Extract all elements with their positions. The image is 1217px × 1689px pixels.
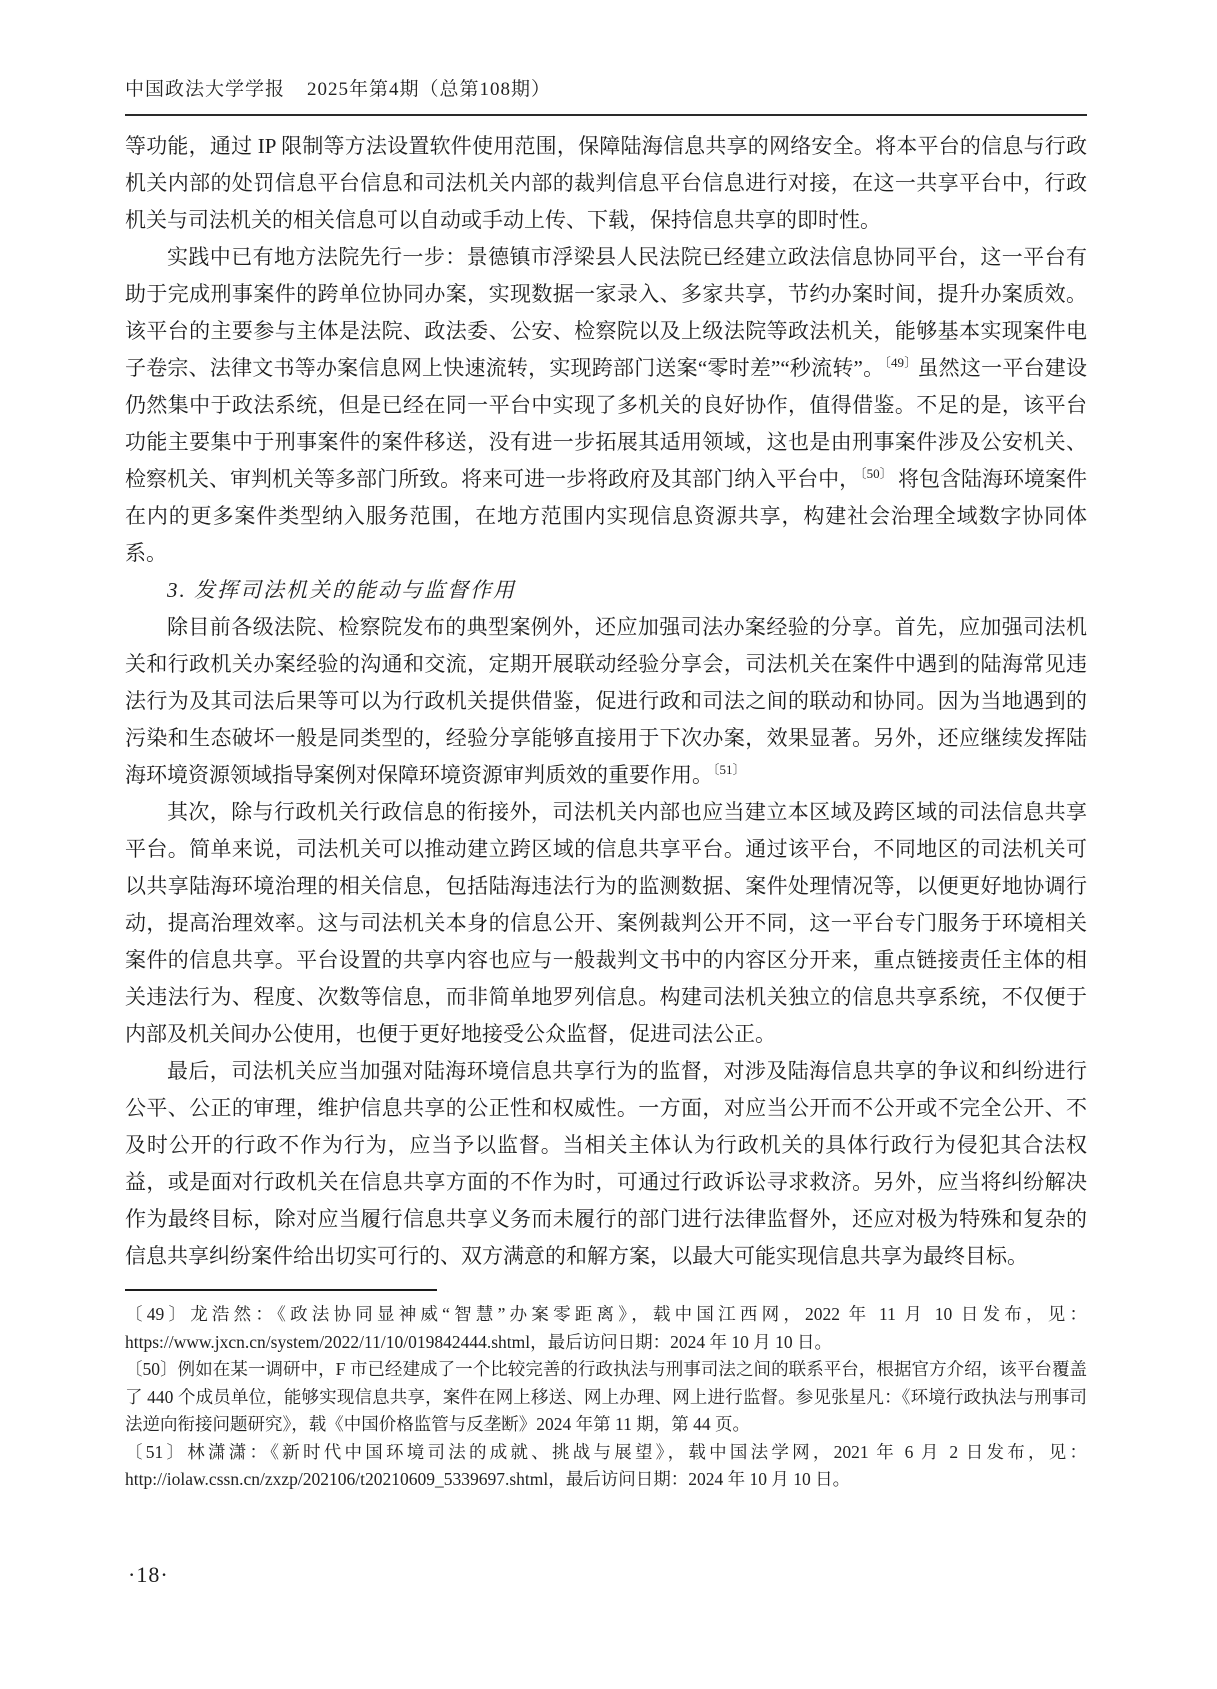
footnote-label: 〔51〕	[125, 1441, 188, 1462]
footnote-label: 〔49〕	[125, 1304, 191, 1324]
footnote-ref: 〔49〕	[884, 355, 918, 370]
article-body	[125, 128, 1087, 1275]
footnote-ref: 〔50〕	[860, 466, 893, 481]
footnote-separator	[125, 1289, 437, 1291]
journal-issue: 2025年第4期（总第108期）	[307, 79, 552, 100]
body-paragraph: 实践中已有地方法院先行一步：景德镇市浮梁县人民法院已经建立政法信息协同平台，这一平台有助于完成刑事案件的跨单位协同办案，实现数据一家录入、多家共享，节约办案时间，提升办案质效。该平台的主要参与主体是法院、政法委、公安、检察院以及上级法院等政法机关，能够基本实现案件电子卷宗、法律文书等办案信息网上快速流转，实现跨部门送案“零时差”“秒流转”。$^{〔49〕}$虽然这一平台建设仍然集中于政法系统，但是已经在同一平台中实现了多机关的良好协作，值得借鉴。不足的是，该平台功能主要集中于刑事案件的案件移送，没有进一步拓展其适用领域，这也是由刑事案件涉及公安机关、检察机关、审判机关等多部门所致。将来可进一步将政府及其部门纳入平台中，$^{〔50〕}$ 将包含陆海环境案件在内的更多案件类型纳入服务范围，在地方范围内实现信息资源共享，构建社会治理全域数字协同体系。	[125, 245, 1087, 565]
running-head	[125, 74, 1087, 101]
header-rule	[125, 114, 1087, 116]
footnote-ref: 〔51〕	[713, 762, 746, 777]
body-paragraph: 其次，除与行政机关行政信息的衔接外，司法机关内部也应当建立本区域及跨区域的司法信息共享平台。简单来说，司法机关可以推动建立跨区域的信息共享平台。通过该平台，不同地区的司法机关可以共享陆海环境治理的相关信息，包括陆海违法行为的监测数据、案件处理情况等，以便更好地协调行动，提高治理效率。这与司法机关本身的信息公开、案例裁判公开不同，这一平台专门服务于环境相关案件的信息共享。平台设置的共享内容也应与一般裁判文书中的内容区分开来，重点链接责任主体的相关违法行为、程度、次数等信息，而非简单地罗列信息。构建司法机关独立的信息共享系统，不仅便于内部及机关间办公使用，也便于更好地接受公众监督，促进司法公正。	[125, 800, 1087, 1046]
footnotes-section	[125, 1301, 1087, 1494]
body-paragraph: 除目前各级法院、检察院发布的典型案例外，还应加强司法办案经验的分享。首先，应加强司法机关和行政机关办案经验的沟通和交流，定期开展联动经验分享会，司法机关在案件中遇到的陆海常见违法行为及其司法后果等可以为行政机关提供借鉴，促进行政和司法之间的联动和协同。因为当地遇到的污染和生态破坏一般是同类型的，经验分享能够直接用于下次办案，效果显著。另外，还应继续发挥陆海环境资源领域指导案例对保障环境资源审判质效的重要作用。$^{〔51〕}$	[125, 615, 1087, 787]
page-number: ·18·	[128, 1562, 169, 1587]
footnote: 〔51〕林潇潇：《新时代中国环境司法的成就、挑战与展望》，载中国法学网，2021 年 6 月 2 日发布，见：http://iolaw.cssn.cn/zxzp/202106/t20210609_5339697.shtml，最后访问日期：2024 年 10 月 10 日。	[125, 1441, 1088, 1489]
page-header	[125, 74, 1087, 116]
footnote: 〔50〕例如在某一调研中，F 市已经建成了一个比较完善的行政执法与刑事司法之间的联系平台，根据官方介绍，该平台覆盖了 440 个成员单位，能够实现信息共享，案件在网上移送、网上办理、网上进行监督。参见张星凡：《环境行政执法与刑事司法逆向衔接问题研究》，载《中国价格监管与反垄断》2024 年第 11 期，第 44 页。	[125, 1359, 1088, 1434]
journal-title: 中国政法大学学报	[125, 79, 286, 100]
page-content	[125, 74, 1087, 1494]
body-paragraph: 等功能，通过 IP 限制等方法设置软件使用范围，保障陆海信息共享的网络安全。将本平台的信息与行政机关内部的处罚信息平台信息和司法机关内部的裁判信息平台信息进行对接，在这一共享平台中，行政机关与司法机关的相关信息可以自动或手动上传、下载，保持信息共享的即时性。	[125, 134, 1087, 232]
footnote: 〔49〕龙浩然：《政法协同显神威“智慧”办案零距离》，载中国江西网，2022 年 11 月 10 日发布，见：https://www.jxcn.cn/system/2022/11/10/019842444.shtml，最后访问日期：2024 年 10 月 10 日。	[125, 1304, 1087, 1352]
page-footer	[128, 1562, 169, 1588]
section-heading: 3. 发挥司法机关的能动与监督作用	[167, 578, 516, 602]
body-paragraph: 最后，司法机关应当加强对陆海环境信息共享行为的监督，对涉及陆海信息共享的争议和纠纷进行公平、公正的审理，维护信息共享的公正性和权威性。一方面，对应当公开而不公开或不完全公开、不及时公开的行政不作为行为，应当予以监督。当相关主体认为行政机关的具体行政行为侵犯其合法权益，或是面对行政机关在信息共享方面的不作为时，可通过行政诉讼寻求救济。另外，应当将纠纷解决作为最终目标，除对应当履行信息共享义务而未履行的部门进行法律监督外，还应对极为特殊和复杂的信息共享纠纷案件给出切实可行的、双方满意的和解方案，以最大可能实现信息共享为最终目标。	[125, 1059, 1087, 1268]
footnote-label: 〔50〕	[125, 1359, 178, 1379]
